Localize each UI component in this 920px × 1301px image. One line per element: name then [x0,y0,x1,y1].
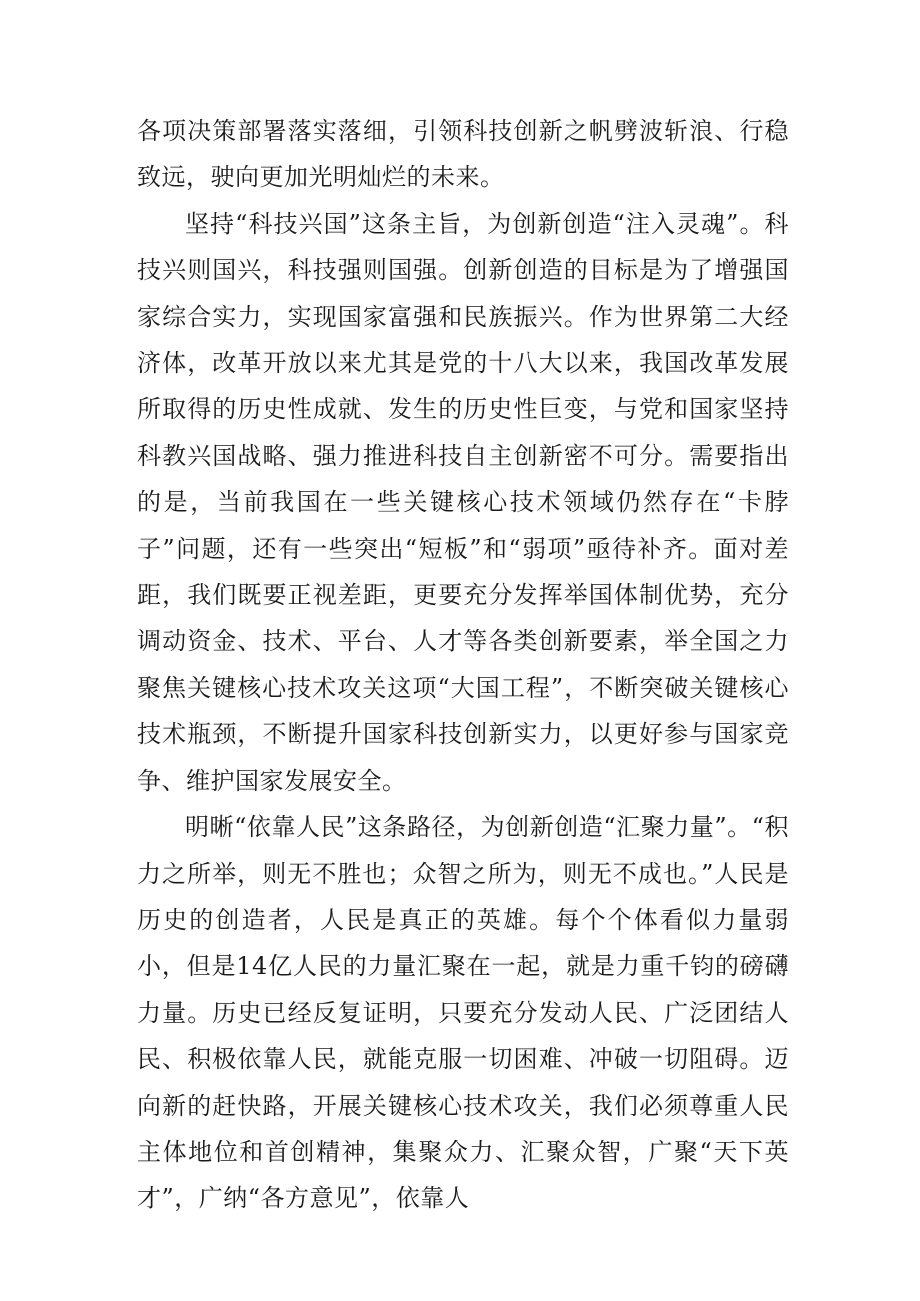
document-body [137,108,789,1222]
paragraph-yikao-renmin: 明晰“依靠人民”这条路径，为创新创造“汇聚力量”。“积力之所举，则无不胜也；众智之所为，则无不成也。”人民是历史的创造者，人民是真正的英雄。每个个体看似力量弱小，但是14亿人民的力量汇聚在一起，就是力重千钧的磅礴力量。历史已经反复证明，只要充分发动人民、广泛团结人民、积极依靠人民，就能克服一切困难、冲破一切阻碍。迈向新的赶快路，开展关键核心技术攻关，我们必须尊重人民主体地位和首创精神，集聚众力、汇聚众智，广聚“天下英才”，广纳“各方意见”，依靠人 [137,813,789,1213]
paragraph-continuation: 各项决策部署落实落细，引领科技创新之帆劈波斩浪、行稳致远，驶向更加光明灿烂的未来。 [137,117,789,192]
paragraph-keji-xingguo: 坚持“科技兴国”这条主旨，为创新创造“注入灵魂”。科技兴则国兴，科技强则国强。创新创造的目标是为了增强国家综合实力，实现国家富强和民族振兴。作为世界第二大经济体，改革开放以来尤其是党的十八大以来，我国改革发展所取得的历史性成就、发生的历史性巨变，与党和国家坚持科教兴国战略、强力推进科技自主创新密不可分。需要指出的是，当前我国在一些关键核心技术领域仍然存在“卡脖子”问题，还有一些突出“短板”和“弱项”亟待补齐。面对差距，我们既要正视差距，更要充分发挥举国体制优势，充分调动资金、技术、平台、人才等各类创新要素，举全国之力聚焦关键核心技术攻关这项“大国工程”，不断突破关键核心技术瓶颈，不断提升国家科技创新实力，以更好参与国家竞争、维护国家发展安全。 [137,209,789,795]
